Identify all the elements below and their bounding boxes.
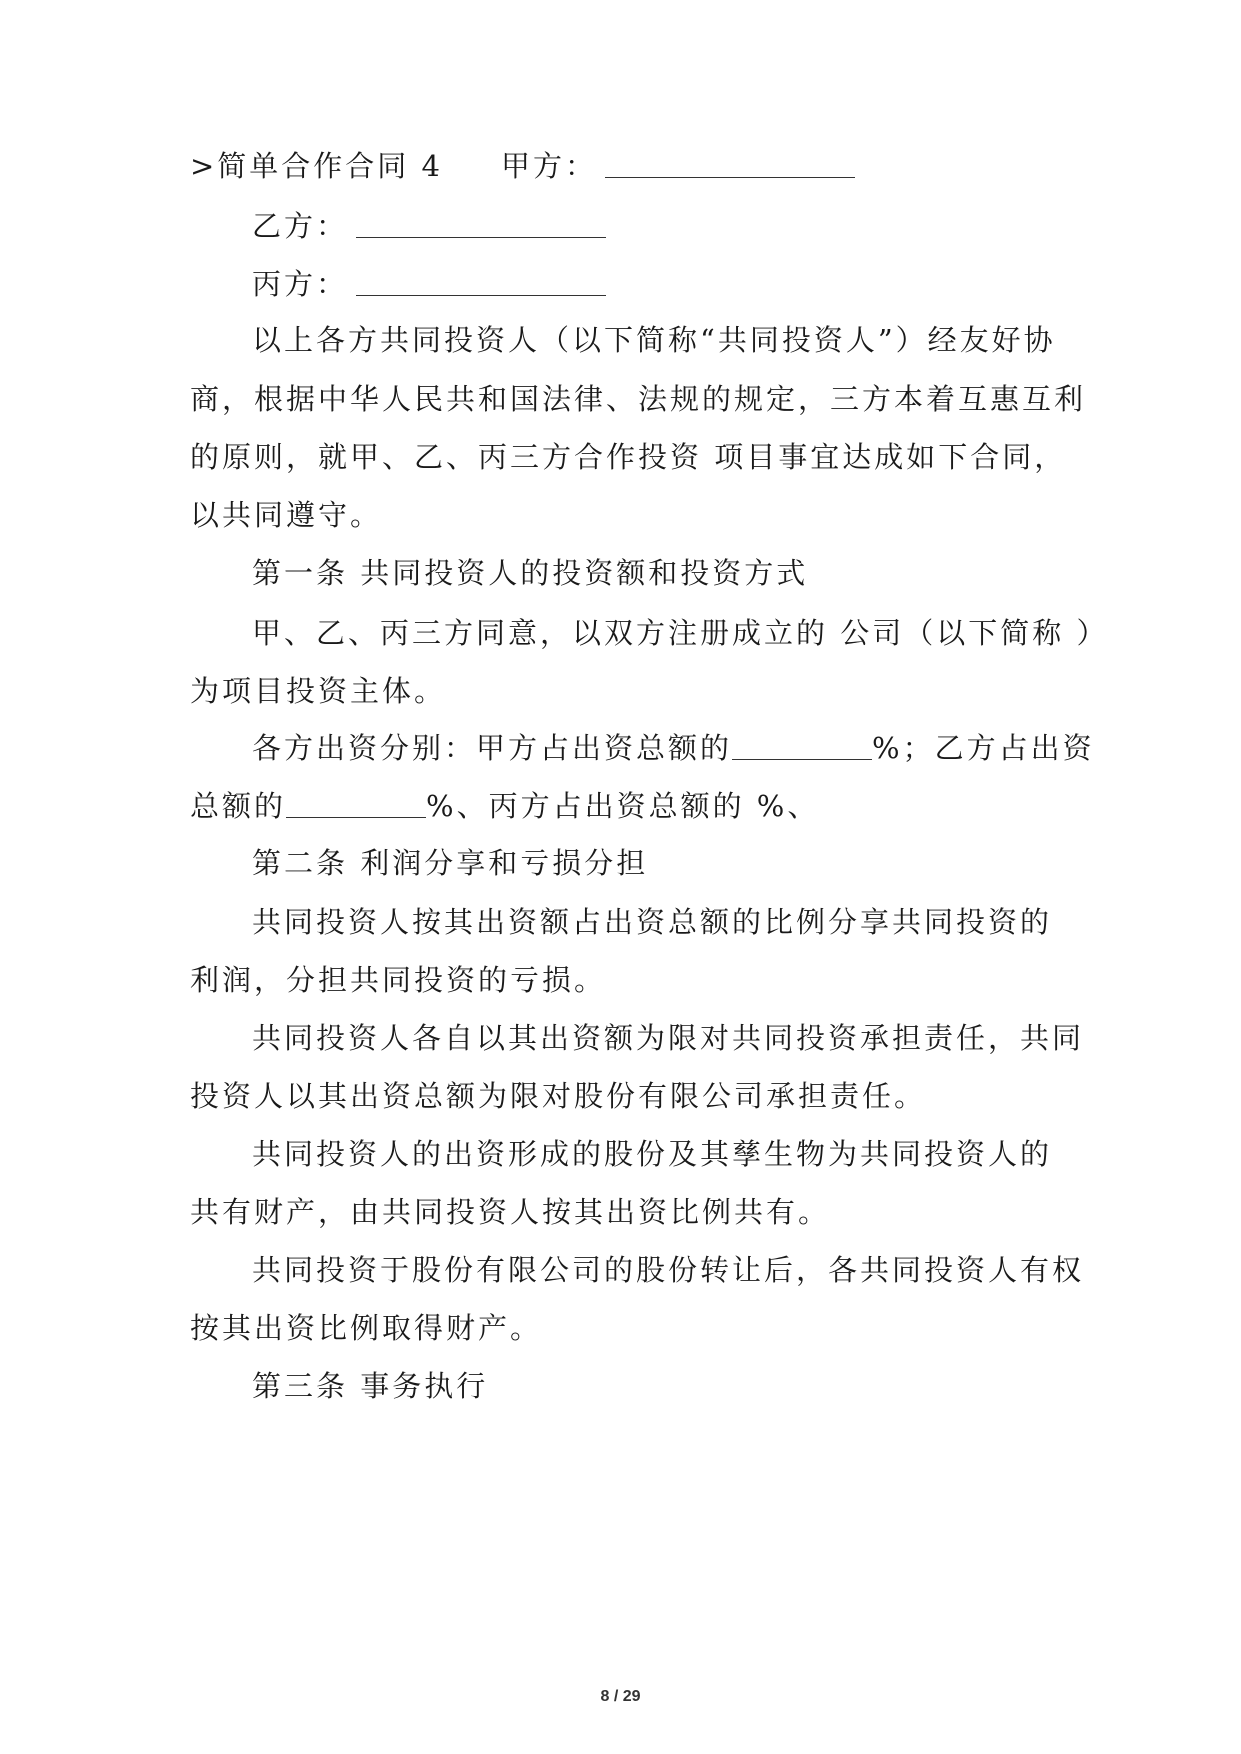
intro-line-4: 以共同遵守。	[190, 498, 383, 532]
party-b-label: 乙方：	[252, 209, 349, 243]
party-a-blank	[605, 149, 855, 178]
page-number: 8 / 29	[600, 1688, 641, 1705]
article-2-para-4-line-2: 按其出资比例取得财产。	[190, 1311, 543, 1345]
article-1-para-1-line-2: 为项目投资主体。	[190, 674, 447, 708]
article-2-heading: 第二条 利润分享和亏损分担	[252, 846, 649, 880]
party-b-line	[252, 206, 606, 246]
party-c-blank	[356, 267, 606, 296]
intro-line-3: 的原则，就甲、乙、丙三方合作投资 项目事宜达成如下合同，	[190, 440, 1067, 474]
intro-line-1: 以上各方共同投资人（以下简称“共同投资人”）经友好协	[252, 323, 1056, 357]
article-1-para-2-line-1	[252, 728, 1095, 768]
party-c-label: 丙方：	[252, 267, 349, 301]
party-a-share-blank	[732, 731, 872, 760]
article-1-para-1-line-1: 甲、乙、丙三方同意，以双方注册成立的 公司（以下简称 ）	[252, 616, 1109, 650]
party-b-share-blank	[286, 789, 426, 818]
document-heading: >简单合作合同 4	[190, 149, 443, 183]
contribution-text: %；乙方占出资	[872, 731, 1095, 765]
article-3-heading: 第三条 事务执行	[252, 1369, 489, 1403]
party-a-label: 甲方：	[500, 149, 597, 183]
party-b-blank	[356, 209, 606, 238]
article-2-para-1-line-2: 利润，分担共同投资的亏损。	[190, 963, 607, 997]
title-line	[190, 146, 855, 186]
contribution-text: 总额的	[190, 789, 287, 823]
article-2-para-3-line-1: 共同投资人的出资形成的股份及其孳生物为共同投资人的	[252, 1137, 1053, 1171]
contribution-text: %、丙方占出资总额的 %、	[426, 789, 820, 823]
article-2-para-3-line-2: 共有财产，由共同投资人按其出资比例共有。	[190, 1195, 831, 1229]
article-1-para-2-line-2	[190, 786, 819, 826]
article-2-para-2-line-2: 投资人以其出资总额为限对股份有限公司承担责任。	[190, 1079, 927, 1113]
contribution-text: 各方出资分别：甲方占出资总额的	[252, 731, 733, 765]
intro-line-2: 商，根据中华人民共和国法律、法规的规定，三方本着互惠互利	[190, 382, 1087, 416]
article-2-para-4-line-1: 共同投资于股份有限公司的股份转让后，各共同投资人有权	[252, 1253, 1085, 1287]
article-2-para-2-line-1: 共同投资人各自以其出资额为限对共同投资承担责任，共同	[252, 1021, 1085, 1055]
party-c-line	[252, 264, 606, 304]
article-1-heading: 第一条 共同投资人的投资额和投资方式	[252, 556, 809, 590]
article-2-para-1-line-1: 共同投资人按其出资额占出资总额的比例分享共同投资的	[252, 905, 1053, 939]
